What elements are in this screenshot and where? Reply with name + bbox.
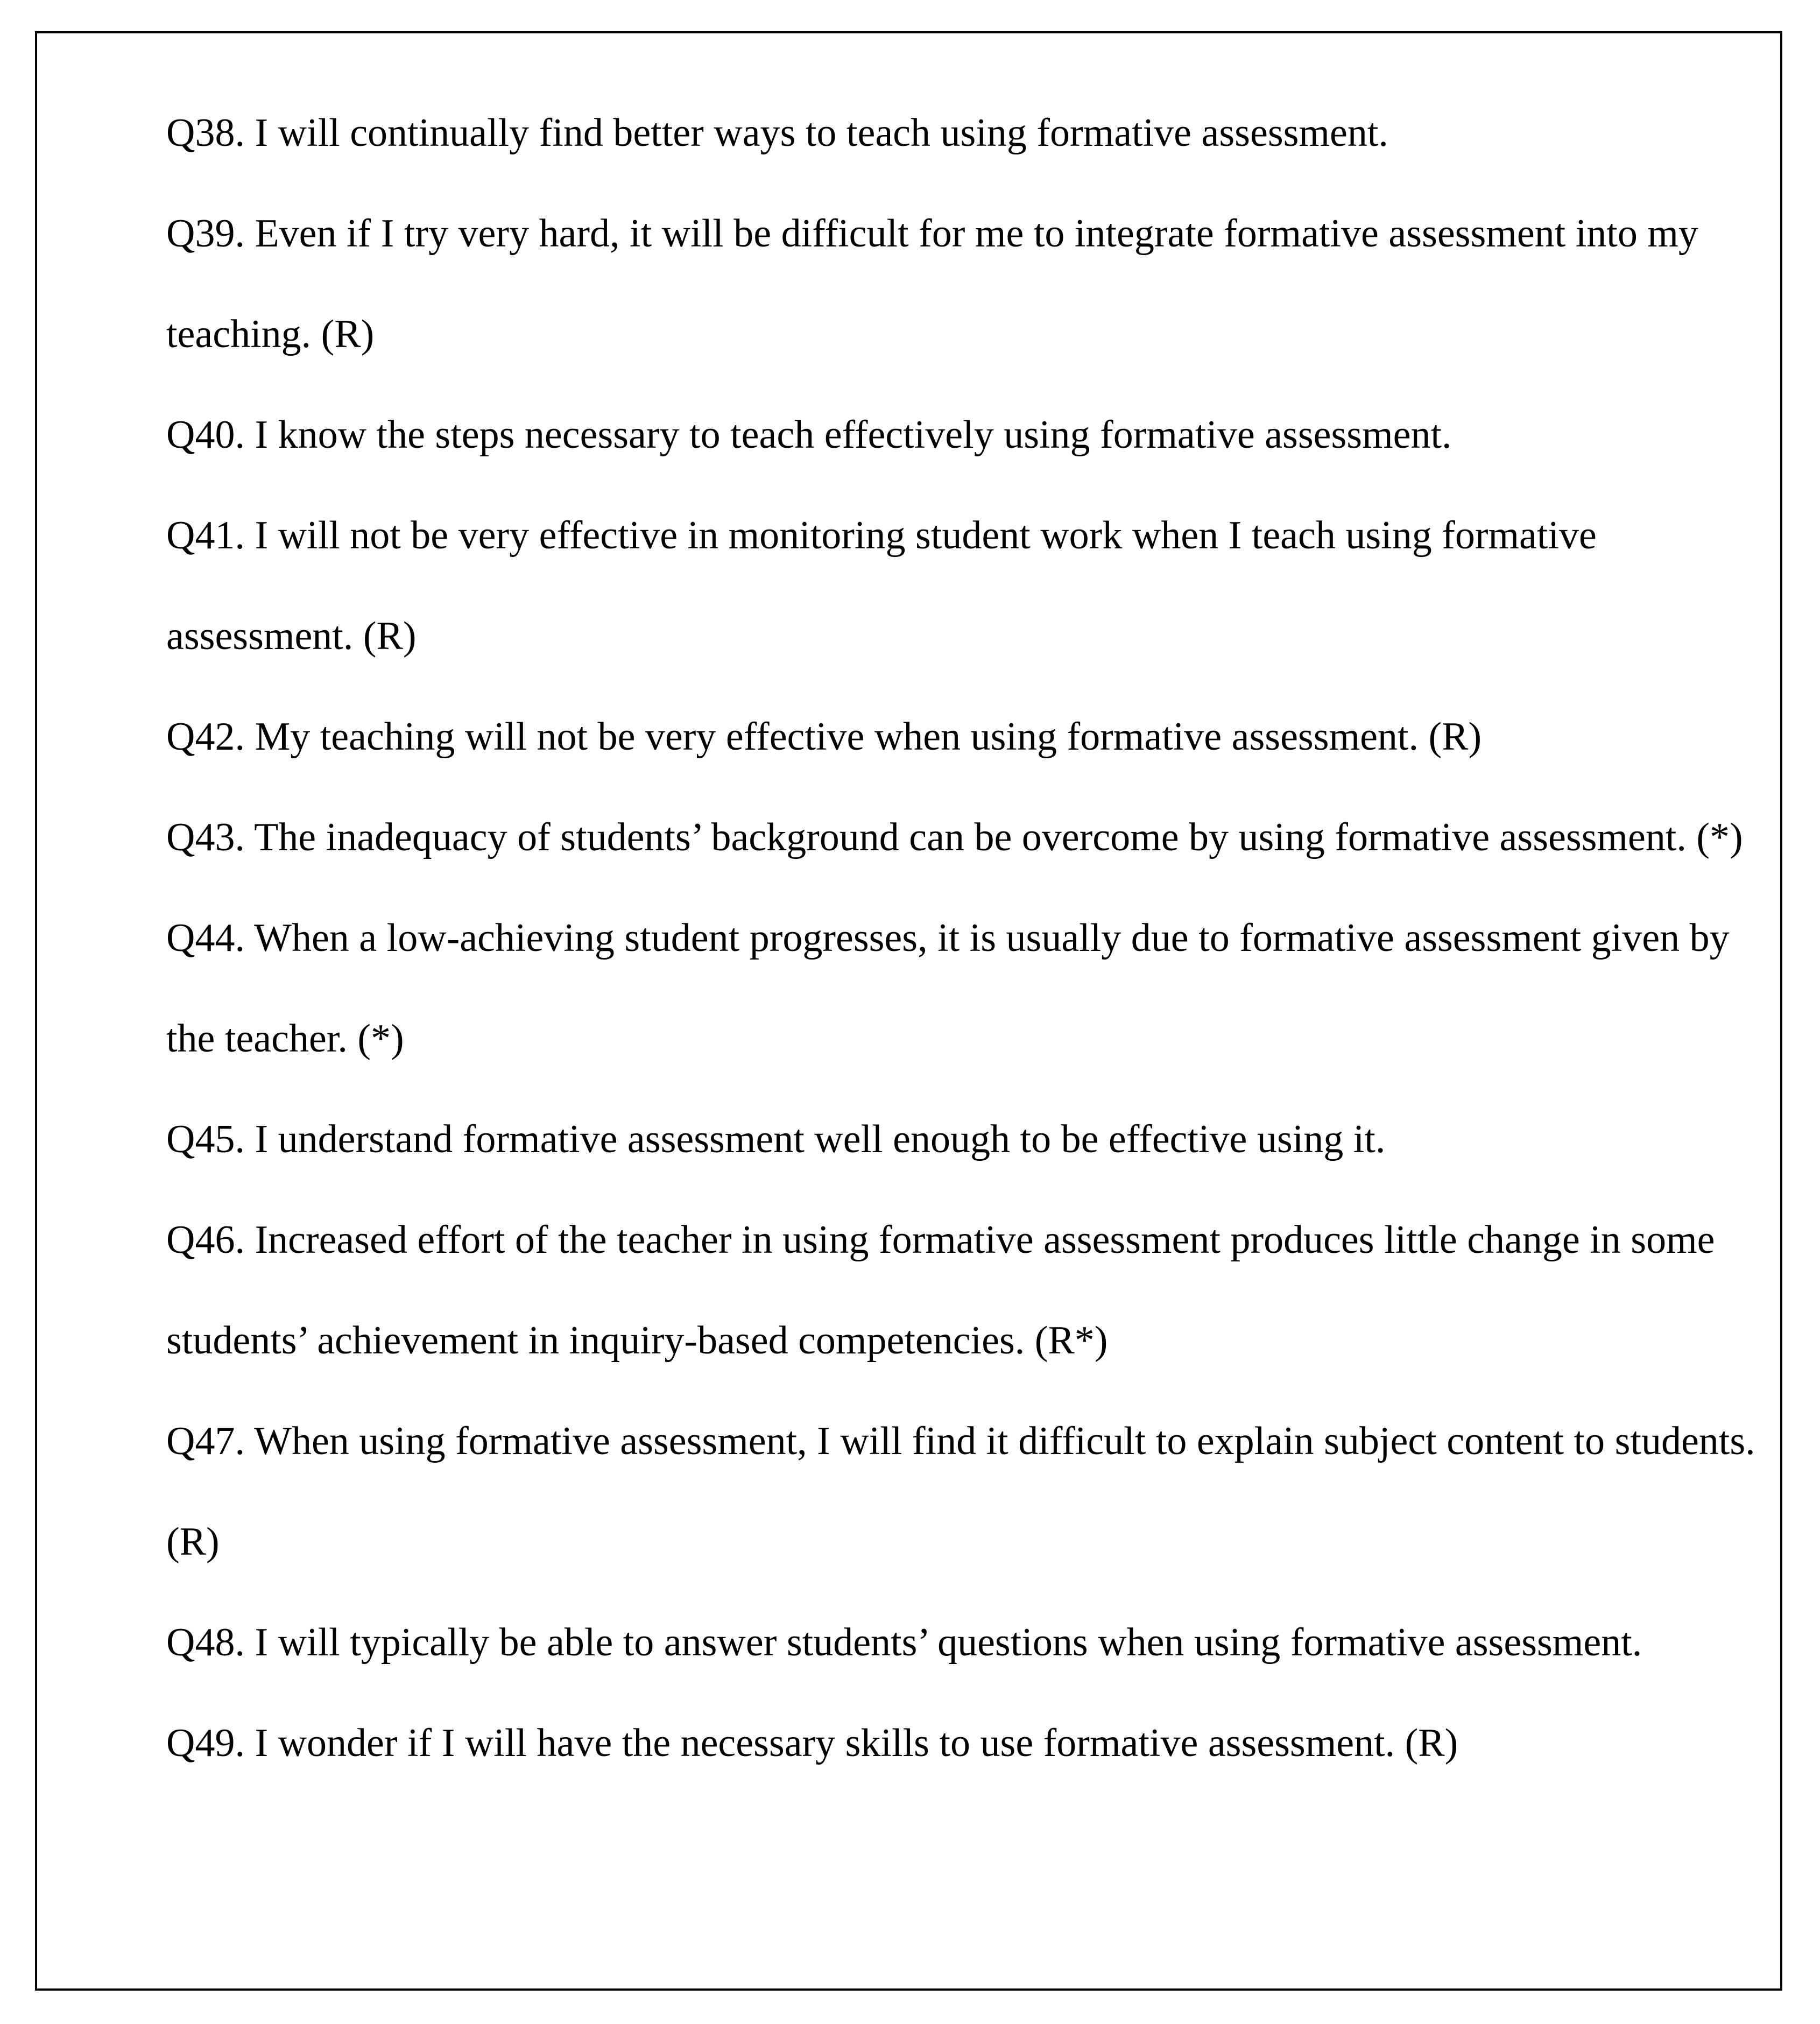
question-q38: Q38. I will continually find better ways to teach using formative assessment. [166,111,1388,155]
question-q49: Q49. I wonder if I will have the necessary skills to use formative assessment. (R) [166,1721,1458,1765]
question-q39: Q39. Even if I try very hard, it will be difficult for me to integrate formative assessment into my teaching. (R) [166,211,1698,356]
question-q44: Q44. When a low-achieving student progresses, it is usually due to formative assessment given by the teacher. (*) [166,916,1730,1061]
question-q43: Q43. The inadequacy of students’ background can be overcome by using formative assessment. (*) [166,815,1743,859]
question-q42: Q42. My teaching will not be very effective when using formative assessment. (R) [166,715,1482,759]
question-q48: Q48. I will typically be able to answer students’ questions when using formative assessment. [166,1620,1642,1665]
question-q45: Q45. I understand formative assessment well enough to be effective using it. [166,1117,1386,1161]
question-q40: Q40. I know the steps necessary to teach effectively using formative assessment. [166,413,1452,457]
question-list [166,83,1770,1794]
question-q46: Q46. Increased effort of the teacher in using formative assessment produces little change in some students’ achievement in inquiry-based competencies. (R*) [166,1218,1715,1363]
questionnaire-box [35,31,1782,1991]
question-q47: Q47. When using formative assessment, I will find it difficult to explain subject content to students. (R) [166,1419,1755,1564]
question-q41: Q41. I will not be very effective in monitoring student work when I teach using formative assessment. (R) [166,513,1597,658]
